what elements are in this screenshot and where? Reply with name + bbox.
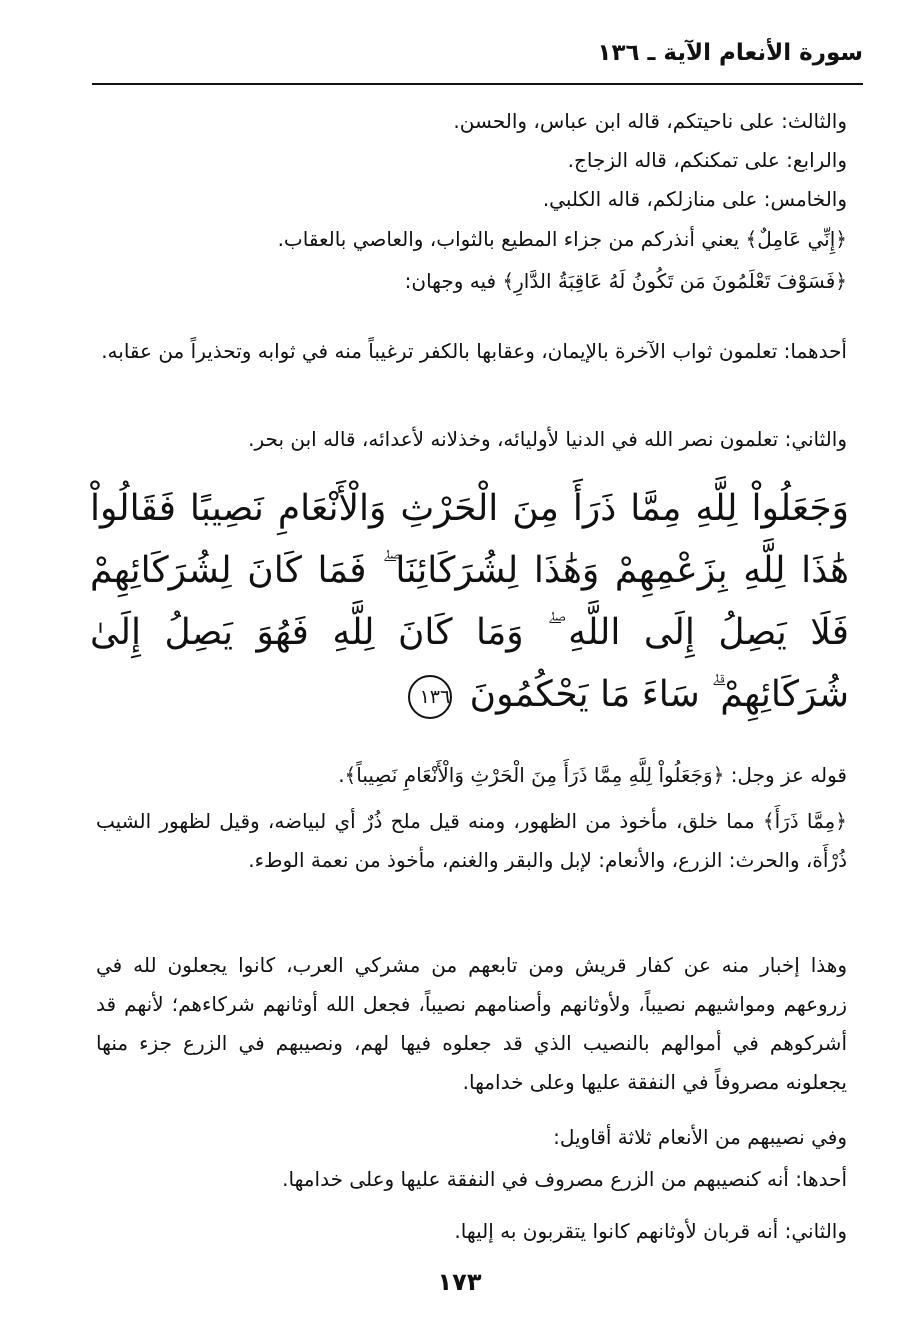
paragraph: والرابع: على تمكنكم، قاله الزجاج. [567, 148, 847, 172]
paragraph: والثاني: أنه قربان لأوثانهم كانوا يتقربون به إليها. [454, 1219, 847, 1243]
header-divider [92, 83, 863, 85]
running-header: سورة الأنعام الآية ـ ١٣٦ [597, 40, 863, 66]
paragraph: قوله عز وجل: ﴿وَجَعَلُواْ لِلَّهِ مِمَّا ذَرَأَ مِنَ الْحَرْثِ وَالْأَنْعَامِ نَصِيباً﴾. [338, 763, 847, 787]
ayah-number-marker: ١٣٦ [408, 675, 452, 719]
quran-verse [90, 478, 849, 726]
paragraph: والثالث: على ناحيتكم، قاله ابن عباس، والحسن. [453, 109, 847, 133]
paragraph: ﴿إِنِّي عَامِلٌ﴾ يعني أنذركم من جزاء المطيع بالثواب، والعاصي بالعقاب. [277, 227, 847, 251]
quran-verse-text: وَجَعَلُواْ لِلَّهِ مِمَّا ذَرَأَ مِنَ الْحَرْثِ وَالْأَنْعَامِ نَصِيبًا فَقَالُواْ هَٰذَا لِلَّهِ بِزَعْمِهِمْ وَهَٰذَا لِشُرَكَائِنَا ۖ فَمَا كَانَ لِشُرَكَائِهِمْ فَلَا يَصِلُ إِلَى اللَّهِ ۖ وَمَا كَانَ لِلَّهِ فَهُوَ يَصِلُ إِلَىٰ شُرَكَائِهِمْ ۗ سَاءَ مَا يَحْكُمُونَ [90, 488, 849, 715]
paragraph: والخامس: على منازلكم، قاله الكلبي. [542, 187, 847, 211]
page-number: ١٧٣ [437, 1268, 482, 1296]
paragraph: وهذا إخبار منه عن كفار قريش ومن تابعهم من مشركي العرب، كانوا يجعلون لله في زروعهم ومواشيهم نصيباً، ولأوثانهم وأصنامهم نصيباً، فجعل الله أوثانهم شركاءهم؛ لأنهم قد أشركوهم في أموالهم بالنصيب الذي قد جعلوه فيها لهم، ونصيبهم في الزرع جزء منها يجعلونه مصروفاً في النفقة عليها وعلى خدامها. [96, 953, 847, 1094]
paragraph: ﴿مِمَّا ذَرَأَ﴾ مما خلق، مأخوذ من الظهور، ومنه قيل ملح ذُرٌ أي لبياضه، وقيل لظهور الشيب ذُرْأَة، والحرث: الزرع، والأنعام: لإبل والبقر والغنم، مأخوذ من نعمة الوطء. [96, 809, 847, 872]
paragraph: وفي نصيبهم من الأنعام ثلاثة أقاويل: [553, 1125, 847, 1149]
paragraph: والثاني: تعلمون نصر الله في الدنيا لأوليائه، وخذلانه لأعدائه، قاله ابن بحر. [248, 427, 847, 451]
paragraph: أحدها: أنه كنصيبهم من الزرع مصروف في النفقة عليها وعلى خدامها. [282, 1167, 847, 1191]
paragraph: ﴿فَسَوْفَ تَعْلَمُونَ مَن تَكُونُ لَهُ عَاقِبَةُ الدَّارِ﴾ فيه وجهان: [404, 269, 847, 293]
paragraph: أحدهما: تعلمون ثواب الآخرة بالإيمان، وعقابها بالكفر ترغيباً منه في ثوابه وتحذيراً من عقابه. [101, 339, 847, 363]
